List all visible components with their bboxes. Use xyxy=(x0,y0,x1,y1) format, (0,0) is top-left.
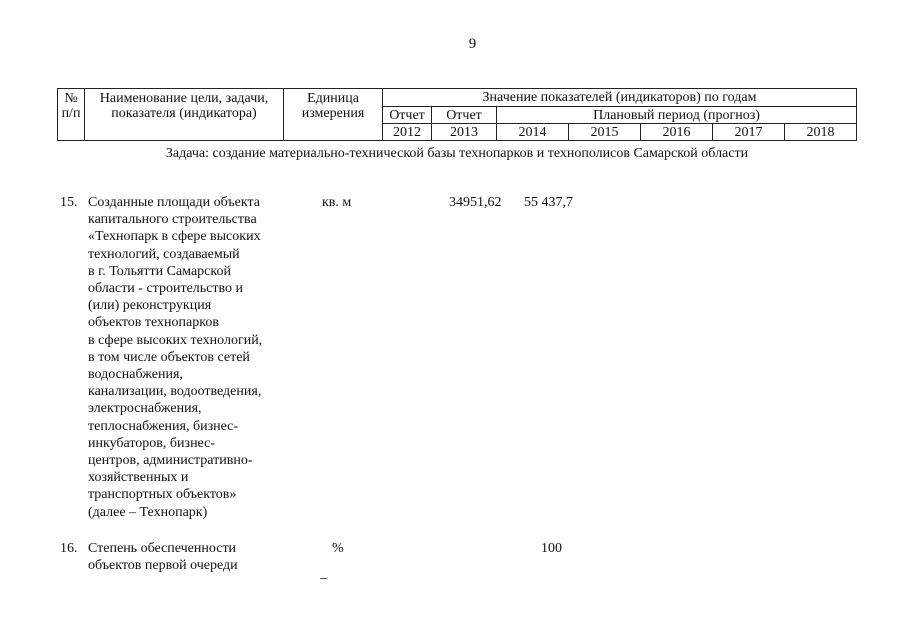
row-number: 15. xyxy=(60,195,78,210)
row-unit: % xyxy=(332,541,344,556)
header-plan-label: Плановый период (прогноз) xyxy=(497,107,857,124)
header-year-2016: 2016 xyxy=(641,124,713,141)
header-number-cell xyxy=(58,89,85,141)
header-year-2014: 2014 xyxy=(497,124,569,141)
header-name-label: Наименование цели, задачи, показателя (индикатора) xyxy=(99,91,269,121)
scan-mark xyxy=(320,578,327,579)
row-unit: кв. м xyxy=(322,195,352,210)
header-report-2013-label: Отчет xyxy=(432,107,497,124)
header-year-2012: 2012 xyxy=(383,124,432,141)
header-report-2012-label: Отчет xyxy=(383,107,432,124)
row-indicator-name: Степень обеспеченности объектов первой очереди xyxy=(88,541,238,574)
task-heading: Задача: создание материально-технической базы технопарков и технополисов Самарской области xyxy=(165,146,749,161)
page-number: 9 xyxy=(468,36,477,52)
row-value-2013: 100 xyxy=(541,541,562,556)
header-year-2017: 2017 xyxy=(713,124,785,141)
header-year-2013: 2013 xyxy=(432,124,497,141)
row-indicator-name: Созданные площади объекта капитального строительства «Технопарк в сфере высоких технологий, создаваемый в г. Тольятти Самарской области - строительство и (или) реконструкция объектов технопарков в сфере высоких технологий, в том числе объектов сетей водоснабжения, канализации, водоотведения, электроснабжения, теплоснабжения, бизнес- инкубаторов, бизнес- центров, административно- хозяйственных и транспортных объектов» (далее – Технопарк) xyxy=(88,195,263,520)
row-value-2014: 55 437,7 xyxy=(524,195,573,210)
header-unit-cell xyxy=(284,89,383,141)
header-number-label: № п/п xyxy=(61,91,81,121)
indicators-table-header xyxy=(57,88,857,141)
row-number: 16. xyxy=(60,541,78,556)
header-year-2018: 2018 xyxy=(785,124,857,141)
header-values-label: Значение показателей (индикаторов) по годам xyxy=(383,89,857,107)
header-unit-label: Единица измерения xyxy=(301,91,365,121)
header-name-cell xyxy=(85,89,284,141)
row-value-2013: 34951,62 xyxy=(449,195,502,210)
header-year-2015: 2015 xyxy=(569,124,641,141)
